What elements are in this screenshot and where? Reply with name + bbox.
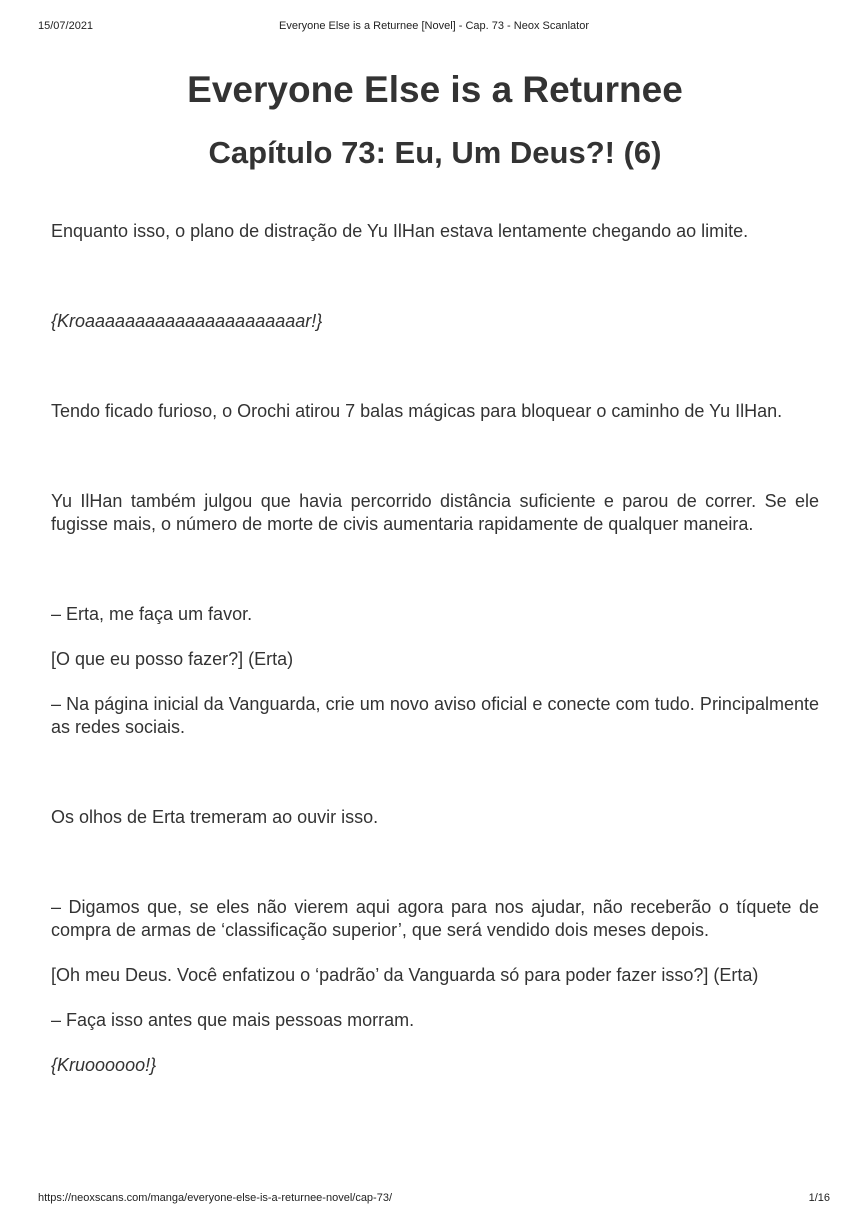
print-header xyxy=(38,20,830,36)
chapter-title: Capítulo 73: Eu, Um Deus?! (6) xyxy=(208,135,662,170)
sound-effect-paragraph: {Kroaaaaaaaaaaaaaaaaaaaaaar!} xyxy=(51,311,323,331)
dialogue-paragraph: [O que eu posso fazer?] (Erta) xyxy=(51,649,294,669)
sound-effect-paragraph: {Kruoooooo!} xyxy=(51,1055,157,1075)
paragraph: Enquanto isso, o plano de distração de Yu IlHan estava lentamente chegando ao limite. xyxy=(51,221,749,241)
print-document-title: Everyone Else is a Returnee [Novel] - Cap. 73 - Neox Scanlator xyxy=(279,20,589,32)
paragraph: Tendo ficado furioso, o Orochi atirou 7 balas mágicas para bloquear o caminho de Yu IlHan. xyxy=(51,401,783,421)
dialogue-paragraph: – Na página inicial da Vanguarda, crie um novo aviso oficial e conecte com tudo. Principalmente as redes sociais. xyxy=(51,694,819,737)
novel-title: Everyone Else is a Returnee xyxy=(187,69,683,110)
dialogue-paragraph: – Digamos que, se eles não vierem aqui agora para nos ajudar, não receberão o tíquete de compra de armas de ‘classificação superior’, que será vendido dois meses depois. xyxy=(51,897,819,940)
print-date: 15/07/2021 xyxy=(38,20,94,32)
dialogue-paragraph: [Oh meu Deus. Você enfatizou o ‘padrão’ da Vanguarda só para poder fazer isso?] (Erta) xyxy=(51,965,759,985)
chapter-content xyxy=(51,66,819,1077)
chapter-body xyxy=(51,220,819,1077)
page-url: https://neoxscans.com/manga/everyone-else-is-a-returnee-novel/cap-73/ xyxy=(38,1192,393,1204)
dialogue-paragraph: – Erta, me faça um favor. xyxy=(51,604,253,624)
page-number: 1/16 xyxy=(808,1192,830,1204)
dialogue-paragraph: – Faça isso antes que mais pessoas morram. xyxy=(51,1010,415,1030)
print-footer xyxy=(38,1192,830,1208)
paragraph: Os olhos de Erta tremeram ao ouvir isso. xyxy=(51,807,379,827)
paragraph: Yu IlHan também julgou que havia percorrido distância suficiente e parou de correr. Se ele fugisse mais, o número de morte de civis aumentaria rapidamente de qualquer maneira. xyxy=(51,491,819,534)
